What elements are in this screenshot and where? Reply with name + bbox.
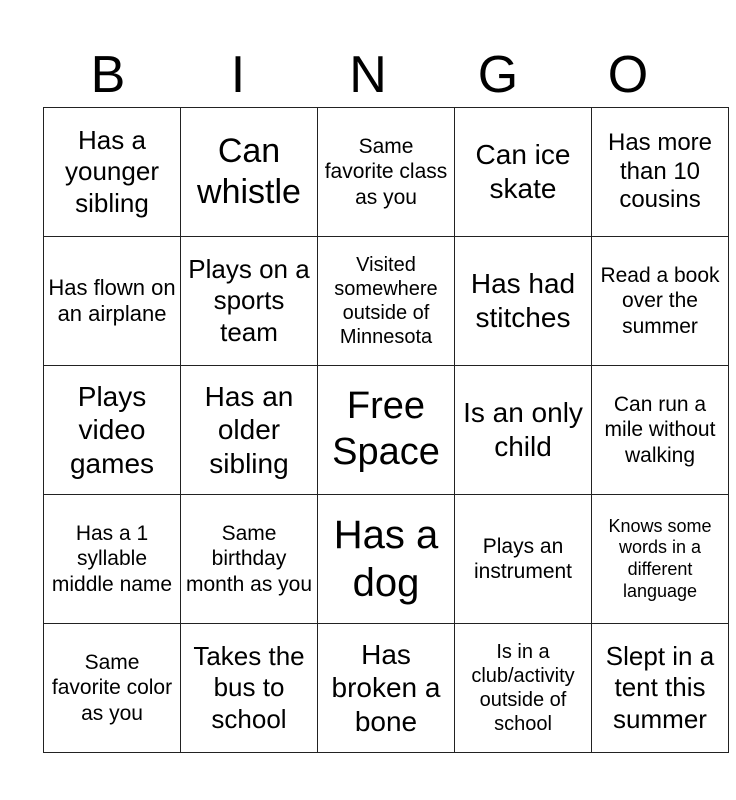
- header-letter-o: O: [607, 46, 649, 104]
- bingo-cell: Read a book over the summer: [592, 237, 729, 366]
- grid-row: [44, 366, 729, 495]
- bingo-cell: Has more than 10 cousins: [592, 108, 729, 237]
- grid-row: [44, 624, 729, 753]
- grid-row: [44, 108, 729, 237]
- bingo-grid: [43, 107, 729, 753]
- header-letter-g: G: [477, 46, 519, 104]
- bingo-cell: Knows some words in a different language: [592, 495, 729, 624]
- bingo-cell: Has an older sibling: [181, 366, 318, 495]
- bingo-cell: Is an only child: [455, 366, 592, 495]
- bingo-cell: Has flown on an airplane: [44, 237, 181, 366]
- bingo-cell: Can whistle: [181, 108, 318, 237]
- header-letter-n: N: [349, 46, 387, 104]
- bingo-cell: Has a younger sibling: [44, 108, 181, 237]
- bingo-cell: Same birthday month as you: [181, 495, 318, 624]
- bingo-cell: Has a dog: [318, 495, 455, 624]
- bingo-cell: Plays on a sports team: [181, 237, 318, 366]
- bingo-cell: Slept in a tent this summer: [592, 624, 729, 753]
- bingo-cell: Has a 1 syllable middle name: [44, 495, 181, 624]
- header-letter-i: I: [230, 46, 246, 104]
- bingo-cell: Can run a mile without walking: [592, 366, 729, 495]
- bingo-cell: Has broken a bone: [318, 624, 455, 753]
- header-letter-b: B: [90, 46, 126, 104]
- bingo-cell: Plays an instrument: [455, 495, 592, 624]
- bingo-cell: Same favorite class as you: [318, 108, 455, 237]
- bingo-cell: Same favorite color as you: [44, 624, 181, 753]
- free-space-cell: Free Space: [318, 366, 455, 495]
- bingo-cell: Takes the bus to school: [181, 624, 318, 753]
- bingo-cell: Visited somewhere outside of Minnesota: [318, 237, 455, 366]
- bingo-cell: Can ice skate: [455, 108, 592, 237]
- bingo-cell: Plays video games: [44, 366, 181, 495]
- bingo-cell: Is in a club/activity outside of school: [455, 624, 592, 753]
- grid-row: [44, 237, 729, 366]
- grid-row: [44, 495, 729, 624]
- bingo-cell: Has had stitches: [455, 237, 592, 366]
- bingo-header: [43, 43, 693, 107]
